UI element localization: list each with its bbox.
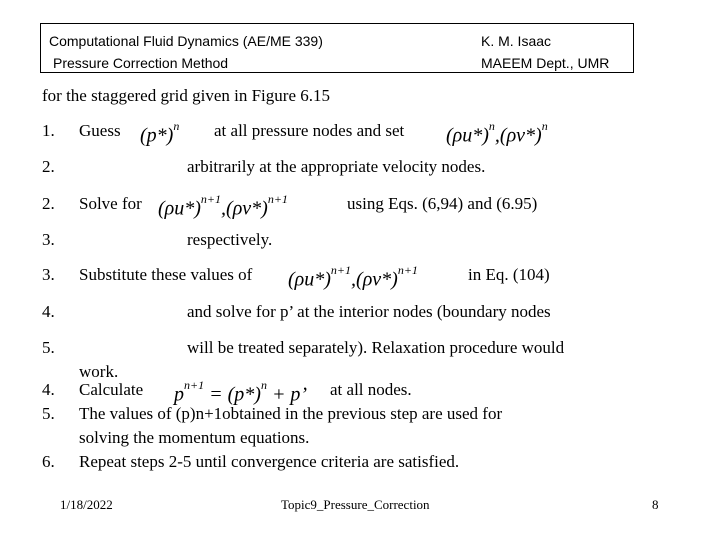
item-text: and solve for p’ at the interior nodes (boundary nodes [187,302,551,321]
equation-p-star: $(p*)^n$ [140,119,180,147]
item-text: at all pressure nodes and set [214,121,405,140]
author-name: K. M. Isaac [481,33,552,49]
item-number: 2. [42,157,55,176]
topic-title: Pressure Correction Method [53,55,229,71]
item-number: 3. [42,230,55,249]
item-text: using Eqs. (6,94) and (6.95) [347,194,538,213]
item-number: 2. [42,194,55,213]
page-number: 8 [652,497,659,512]
intro-text: for the staggered grid given in Figure 6.15 [42,86,330,105]
equation-rho-uv-star: $(\rho u*)^n,(\rho v*)^n$ [446,119,548,147]
department-name: MAEEM Dept., UMR [481,55,610,71]
equation-rho-uv-star-n1: $(\rho u*)^{n+1},(\rho v*)^{n+1}$ [288,263,418,291]
item-text: solving the momentum equations. [79,428,310,447]
item-text: Solve for [79,194,142,213]
item-number: 6. [42,452,55,471]
header-right [481,30,609,74]
item-text: Repeat steps 2-5 until convergence criteria are satisfied. [79,452,460,471]
item-text: work. [79,362,119,381]
item-text: in Eq. (104) [468,265,550,284]
item-text: Guess [79,121,121,140]
item-number: 5. [42,404,55,423]
footer-filename: Topic9_Pressure_Correction [281,497,430,512]
item-number: 4. [42,380,55,399]
item-text: at all nodes. [330,380,412,399]
slide-header [40,23,634,73]
item-number: 5. [42,338,55,357]
item-text: The values of (p)n+1obtained in the previous step are used for [79,404,503,423]
header-left [49,30,323,74]
item-text: Substitute these values of [79,265,253,284]
item-number: 3. [42,265,55,284]
equation-p-update: $p^{n+1} = (p*)^n + p$’ [174,378,308,406]
equation-rho-uv-star-n1: $(\rho u*)^{n+1},(\rho v*)^{n+1}$ [158,192,288,220]
item-text: respectively. [187,230,273,249]
item-text: arbitrarily at the appropriate velocity nodes. [187,157,486,176]
item-number: 4. [42,302,55,321]
course-title: Computational Fluid Dynamics (AE/ME 339) [49,33,323,49]
footer-date: 1/18/2022 [60,497,113,512]
item-text: Calculate [79,380,144,399]
item-number: 1. [42,121,55,140]
item-text: will be treated separately). Relaxation procedure would [187,338,565,357]
